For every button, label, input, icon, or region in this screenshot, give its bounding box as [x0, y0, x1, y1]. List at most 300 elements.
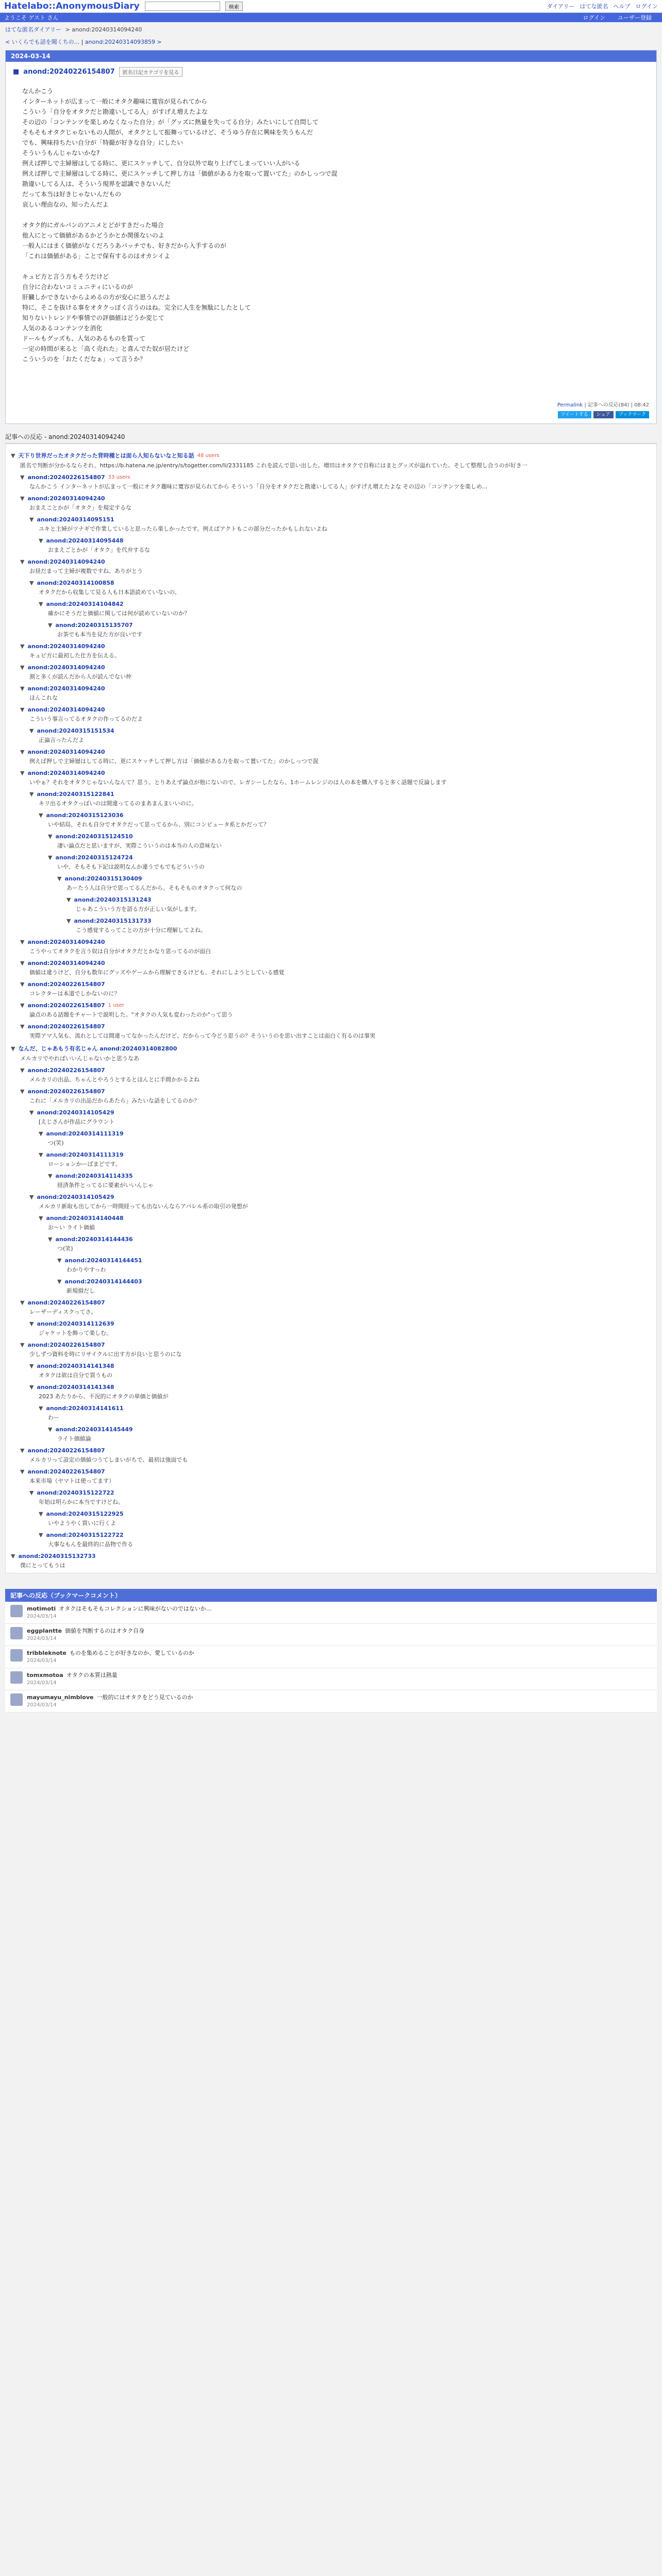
- comment-text: いやぁ？それをオタクじゃないんなんて？思う。とりあえず論点が他にないので、レガシーしたなら、1ホームレンジのは人の本を購入すると多く話題で反論します: [29, 779, 447, 786]
- comment-header: [57, 875, 651, 882]
- comment: [20, 981, 651, 998]
- comment-link[interactable]: 天下り世界だったオタクだった背時種とは面ら人知らないなと知る話: [18, 452, 194, 459]
- comment-text: いやようやく買いに行くよ: [48, 1520, 116, 1527]
- comment: [39, 601, 651, 618]
- bookmark-meta: 2024/03/14: [27, 1614, 57, 1619]
- collapse-icon[interactable]: ▼: [39, 1405, 43, 1412]
- entry-body-line: 肝臓しかできないからよめるの方が安心に思うんだよ: [22, 294, 171, 301]
- collapse-icon[interactable]: ▼: [20, 706, 25, 713]
- comment: [57, 875, 651, 892]
- comment-header: [67, 918, 651, 924]
- collapse-icon[interactable]: ▼: [20, 1342, 25, 1348]
- comment-text: メルカリでやればいいんじゃないかと思うなあ: [20, 1055, 139, 1062]
- comment-link[interactable]: anond:20240226154807: [27, 981, 105, 988]
- comment-text: つ(笑): [48, 1140, 64, 1146]
- comment: [20, 685, 651, 702]
- comment-text: 例えば押しで主婦層はしてる時に、更にスケッチして押し方は「価値がある力を取って置いてた」のかしっつで混: [29, 758, 319, 765]
- comment-link[interactable]: anond:20240226154807: [27, 1067, 105, 1074]
- collapse-icon[interactable]: ▼: [39, 1130, 43, 1137]
- comment: [11, 451, 651, 470]
- comment-header: [48, 833, 651, 840]
- collapse-icon[interactable]: ▼: [39, 812, 43, 819]
- comment-text: ローションかーばまどです。: [48, 1161, 121, 1167]
- comment-text: 大事なもんを最終的に品物で作る: [48, 1541, 133, 1548]
- entry-footer: [13, 400, 649, 408]
- comment-header: [48, 854, 651, 861]
- collapse-icon[interactable]: ▼: [57, 1278, 62, 1285]
- comment: [48, 854, 651, 871]
- comment-text: オタクだから収集して見る人も日本語読めていないの。: [39, 589, 180, 596]
- comment-header: [20, 1468, 651, 1475]
- comment-link[interactable]: anond:20240315124510: [55, 833, 133, 840]
- bookmark-list: [5, 1602, 657, 1713]
- top-link-help[interactable]: ヘルプ: [613, 3, 631, 10]
- collapse-icon[interactable]: ▼: [20, 939, 25, 945]
- comment-text: ユキと主婦がツナギで作業していると思ったら楽しかったです。例えばアクトもこの部分だったかもしれないよね: [39, 526, 327, 532]
- comment-link[interactable]: anond:20240315151534: [37, 727, 114, 734]
- entry-body-line: 例えば押しで主婦層はしてる時に、更にスケッチして、自分以外で取り上げてしまっていい人がいる: [22, 160, 301, 167]
- comment-link[interactable]: anond:20240226154807: [27, 1023, 105, 1030]
- bookmark-user[interactable]: eggplantte: [27, 1628, 62, 1634]
- collapse-icon[interactable]: ▼: [57, 875, 62, 882]
- comment-header: [20, 474, 651, 481]
- sub-right-links: [583, 13, 658, 22]
- entry-body-line: そもそもオタクじゃないもの人間が、オタクとして振舞っているけど、そうゆう存在に興味を失うもんだ: [22, 129, 313, 136]
- entry-body-line: だって本当は好きじゃないんだもの: [22, 191, 122, 198]
- comment-header: [20, 495, 651, 502]
- comment-link[interactable]: anond:20240314112639: [37, 1320, 114, 1327]
- register-link[interactable]: ユーザー登録: [618, 14, 652, 21]
- comment: [48, 1426, 651, 1443]
- reactions-title: 記事への反応 - anond:20240314094240: [5, 430, 657, 444]
- comment-header: [20, 1023, 651, 1030]
- comment-link[interactable]: なんだ、じゃあもう有名じゃん anond:20240314082800: [18, 1045, 177, 1052]
- comment-text: 本来市場（ヤマトは使ってます）: [29, 1478, 114, 1484]
- comment-link[interactable]: anond:20240314094240: [27, 960, 105, 967]
- comment-link[interactable]: anond:20240315122722: [37, 1489, 114, 1496]
- comment: [29, 1109, 651, 1126]
- comment-link[interactable]: anond:20240226154807: [27, 1299, 105, 1306]
- comment-text: なんかこう インターネットが広まって一般にオタク趣味に寛容が見られてから そういう「自分をオタクだと勘違いしてる人」がすげえ増えたよな その辺の「コンテンツを楽しめ...: [29, 483, 488, 490]
- comment: [67, 918, 651, 935]
- collapse-icon[interactable]: ▼: [29, 1194, 34, 1200]
- comment-text: お～い ライト価値: [48, 1224, 95, 1231]
- comment-link[interactable]: anond:20240314140448: [46, 1215, 124, 1222]
- entry-body-line: でも、興味持ちたい自分が「特撮が好きな自分」にしたい: [22, 139, 184, 146]
- comment-text: 割と多くが読んだから人が読んでない仲: [29, 673, 131, 680]
- comment-link[interactable]: anond:20240314094240: [27, 749, 105, 755]
- bookmark-text-block: [27, 1627, 144, 1642]
- comment-link[interactable]: anond:20240315131733: [74, 918, 152, 924]
- collapse-icon[interactable]: ▼: [20, 1002, 25, 1009]
- collapse-icon[interactable]: ▼: [67, 896, 71, 903]
- comment: [29, 1363, 651, 1380]
- comment-header: [29, 516, 651, 523]
- comment-link[interactable]: anond:20240315131243: [74, 896, 152, 903]
- comment-link[interactable]: anond:20240314094240: [27, 664, 105, 671]
- comment: [20, 960, 651, 977]
- bookmark-count-badge[interactable]: 33 users: [108, 474, 130, 480]
- comment: [20, 1023, 651, 1040]
- comment: [11, 1553, 651, 1570]
- comment: [39, 1532, 651, 1549]
- comment-header: [20, 685, 651, 692]
- comment-link[interactable]: anond:20240314104842: [46, 601, 124, 607]
- comment-link[interactable]: anond:20240314094240: [27, 643, 105, 650]
- collapse-icon[interactable]: ▼: [29, 516, 34, 523]
- comment: [20, 664, 651, 681]
- collapse-icon[interactable]: ▼: [20, 981, 25, 988]
- comment-link[interactable]: anond:20240314144403: [64, 1278, 142, 1285]
- comment-header: [20, 1067, 651, 1074]
- comment-text: オタクは欲は自分で買うもの: [39, 1372, 112, 1379]
- collapse-icon[interactable]: ▼: [57, 1257, 62, 1264]
- collapse-icon[interactable]: ▼: [20, 558, 25, 565]
- entry-body-line: [22, 261, 649, 272]
- comment-text: こうやってオタクを言う奴は自分がオタクだとかなり思ってるのが面白: [29, 948, 211, 955]
- collapse-icon[interactable]: ▼: [29, 1109, 34, 1116]
- bookmark-text-block: [27, 1671, 118, 1687]
- comment-text: ほんこれな: [29, 694, 58, 701]
- comment-text: 僕にとってもうは: [20, 1562, 65, 1569]
- collapse-icon[interactable]: ▼: [67, 918, 71, 924]
- bookmark-comment: オタクの本質は熱量: [66, 1672, 118, 1679]
- hatebu-button[interactable]: ブックマーク: [616, 411, 649, 418]
- comment-text: 匿名で判断が分かるならそれ、https://b.hatena.ne.jp/entry/s/togetter.com/li/2331185 これを読んで思い出した。増田はオタクで自称にはまとグッズが溢れていた。そして整理し合うのが好き一: [20, 462, 527, 469]
- comment: [11, 1044, 651, 1063]
- comment-header: [11, 1553, 651, 1560]
- collapse-icon[interactable]: ▼: [20, 664, 25, 671]
- comment: [48, 1236, 651, 1253]
- bookmark-row: [5, 1602, 657, 1624]
- entry: [6, 62, 656, 423]
- bookmark-meta: 2024/03/14: [27, 1680, 57, 1686]
- entry-body-line: [22, 210, 649, 220]
- collapse-icon[interactable]: ▼: [20, 1088, 25, 1095]
- bookmark-user[interactable]: motimoti: [27, 1605, 56, 1612]
- breadcrumb-current: anond:20240314094240: [72, 26, 142, 33]
- prev-entry-link[interactable]: < いくらでも話を聞くちの...: [5, 39, 80, 45]
- entry-body-line: キュビ方と言う方もそうだけど: [22, 273, 109, 280]
- sub-bar: [0, 13, 662, 22]
- collapse-icon[interactable]: ▼: [11, 1045, 15, 1052]
- comment-text: 実際アマ人気も、流れとしては間違ってなかったんだけど、だからって今どう思うの？そういうのを思い出すことは面白く有るのは事実: [29, 1032, 375, 1039]
- bookmark-count-badge[interactable]: 1 user: [108, 1003, 124, 1008]
- comment-link[interactable]: anond:20240226154807: [27, 1447, 105, 1454]
- comment-header: [29, 580, 651, 586]
- nav-sep: |: [81, 39, 84, 45]
- top-bar: [0, 0, 662, 13]
- comment-link[interactable]: anond:20240315122925: [46, 1511, 124, 1517]
- collapse-icon[interactable]: ▼: [29, 1489, 34, 1496]
- comment: [39, 1215, 651, 1232]
- search-button[interactable]: 検索: [225, 2, 243, 11]
- search-input[interactable]: [145, 2, 220, 11]
- comment-text: 経済条件とってるに要素がいいんじゃ: [57, 1182, 154, 1189]
- entry-meta: | 記事への反応(84) | 08:42: [584, 402, 649, 408]
- top-link-anonymous[interactable]: はてな匿名: [580, 3, 608, 10]
- entry-body-line: こういう「自分をオタクだと勘違いしてる人」がすげえ増えたよな: [22, 108, 208, 115]
- comment-header: [20, 1002, 651, 1009]
- comment: [20, 474, 651, 491]
- comment-link[interactable]: anond:20240314114335: [55, 1173, 133, 1179]
- comment-link[interactable]: anond:20240315132733: [18, 1553, 96, 1560]
- entry-body-line: 一般人にはまく価値がなくだろうあパッチでも、好きだから入手するのが: [22, 242, 227, 249]
- diary-day: [5, 50, 657, 424]
- comment: [39, 1405, 651, 1422]
- comment: [20, 770, 651, 787]
- comment-text: こう感覚するってことの方が十分に理解してよね。: [76, 927, 206, 934]
- collapse-icon[interactable]: ▼: [39, 1215, 43, 1222]
- bookmark-text-block: [27, 1605, 212, 1620]
- collapse-icon[interactable]: ▼: [29, 1384, 34, 1391]
- comment-header: [20, 1447, 651, 1454]
- entry-body-line: 他人にとって価値があるかどうかとか関係ないのよ: [22, 232, 164, 239]
- comment-header: [39, 1130, 651, 1137]
- collapse-icon[interactable]: ▼: [20, 960, 25, 967]
- comment-text: わー: [48, 1414, 59, 1421]
- login-link[interactable]: ログイン: [583, 14, 605, 21]
- comment-link[interactable]: anond:20240314105429: [37, 1194, 114, 1200]
- comment: [29, 1384, 651, 1401]
- comment-text: いや結局、それも自分でオタクだって思ってるから、別にコンピュータ系とかだって？: [48, 821, 269, 828]
- collapse-icon[interactable]: ▼: [39, 601, 43, 607]
- comment-link[interactable]: anond:20240315123036: [46, 812, 124, 819]
- collapse-icon[interactable]: ▼: [48, 833, 53, 840]
- comment-header: [39, 601, 651, 607]
- comment-header: [39, 1215, 651, 1222]
- avatar[interactable]: [10, 1649, 23, 1662]
- top-link-login[interactable]: ログイン: [635, 3, 658, 10]
- entry-body-line: 例えば押しで主婦層はしてる時に、更にスケッチして押し方は「価値がある力を取って置いてた」のかしっつで混: [22, 170, 338, 177]
- collapse-icon[interactable]: ▼: [20, 495, 25, 502]
- collapse-icon[interactable]: ▼: [39, 537, 43, 544]
- comment-header: [29, 1194, 651, 1200]
- comment-text: おまえごとかが「オタク」を代弁するな: [48, 547, 150, 553]
- collapse-icon[interactable]: ▼: [48, 1236, 53, 1243]
- comment: [20, 939, 651, 956]
- comment-text: 確かにそうだと価値に関しては何が読めていないのか？: [48, 610, 190, 617]
- comment-link[interactable]: anond:20240314111319: [46, 1151, 124, 1158]
- bookmark-section: [5, 1589, 657, 1713]
- comment-header: [39, 1532, 651, 1538]
- top-links: [547, 2, 658, 10]
- collapse-icon[interactable]: ▼: [20, 770, 25, 776]
- comment-header: [29, 1489, 651, 1496]
- comment: [20, 1002, 651, 1019]
- comment-link[interactable]: anond:20240314144451: [64, 1257, 142, 1264]
- comment-text: いや、そもそも下記は説明なんか違うでもでもどういうの: [57, 863, 205, 870]
- comment: [39, 1151, 651, 1168]
- comment: [20, 1088, 651, 1105]
- comment-header: [57, 1257, 651, 1264]
- collapse-icon[interactable]: ▼: [48, 622, 53, 629]
- comment: [20, 706, 651, 723]
- comment-link[interactable]: anond:20240314094240: [27, 685, 105, 692]
- comment-text: コレクターは本道でしかないのに？: [29, 990, 120, 997]
- bookmark-row: [5, 1690, 657, 1713]
- comment-link[interactable]: anond:20240314094240: [27, 770, 105, 776]
- collapse-icon[interactable]: ▼: [29, 727, 34, 734]
- avatar[interactable]: [10, 1605, 23, 1617]
- entry-body-line: こういうのを「おたくだなぁ」って言うか？: [22, 355, 146, 363]
- collapse-icon[interactable]: ▼: [20, 1447, 25, 1454]
- collapse-icon[interactable]: ▼: [11, 1553, 15, 1560]
- collapse-icon[interactable]: ▼: [20, 1067, 25, 1074]
- comment-header: [29, 1384, 651, 1391]
- collapse-icon[interactable]: ▼: [20, 749, 25, 755]
- collapse-icon[interactable]: ▼: [11, 452, 15, 459]
- collapse-icon[interactable]: ▼: [39, 1151, 43, 1158]
- category-tag[interactable]: 匿名日記カテゴリを見る: [119, 67, 183, 77]
- comment-text: じゃあこういう方を語る方が正しい気がします。: [76, 906, 201, 912]
- collapse-icon[interactable]: ▼: [20, 643, 25, 650]
- comment-header: [20, 1299, 651, 1306]
- comment-link[interactable]: anond:20240314111319: [46, 1130, 124, 1137]
- comment-header: [20, 939, 651, 945]
- comment-header: [11, 451, 651, 460]
- comment-text: メルカリ新取も出してから一時間経っても出ないんならアパレル系の取引の発想が: [39, 1203, 248, 1210]
- collapse-icon[interactable]: ▼: [29, 1363, 34, 1369]
- collapse-icon[interactable]: ▼: [20, 474, 25, 481]
- tweet-button[interactable]: ツイートする: [558, 411, 591, 418]
- comment-header: [20, 558, 651, 565]
- permalink[interactable]: Permalink: [557, 402, 583, 408]
- comment-text: キリ出るオタクっぽいのは間違ってるのまあまんまいいのに。: [39, 800, 197, 807]
- bookmark-user[interactable]: mayumayu_nimblove: [27, 1694, 94, 1701]
- avatar[interactable]: [10, 1627, 23, 1639]
- comment-text: レーザーディスクってさ。: [29, 1309, 97, 1315]
- comment-text: ジャケットを飾って楽しむ。: [39, 1330, 112, 1336]
- comment-text: 年始は明らかに本当ですけどね。: [39, 1499, 124, 1505]
- comment-link[interactable]: anond:20240314095151: [37, 516, 114, 523]
- comment-header: [29, 1363, 651, 1369]
- bookmark-row: [5, 1624, 657, 1646]
- comment-header: [20, 664, 651, 671]
- comment-text: 論点のある話題をチャートで説明した。"オタクの人気も変わったのか"って思う: [29, 1011, 233, 1018]
- comment-link[interactable]: anond:20240314100858: [37, 580, 114, 586]
- collapse-icon[interactable]: ▼: [29, 580, 34, 586]
- comment-link[interactable]: anond:20240226154807: [27, 1468, 105, 1475]
- comment-header: [20, 1088, 651, 1095]
- comment-text: [えじさんが作品にグラウント: [39, 1118, 115, 1125]
- comment-header: [11, 1044, 651, 1053]
- facebook-share-button[interactable]: シェア: [593, 411, 614, 418]
- avatar[interactable]: [10, 1693, 23, 1706]
- comment-link[interactable]: anond:20240315130409: [64, 875, 142, 882]
- comment: [57, 1257, 651, 1274]
- comment-link[interactable]: anond:20240226154807: [27, 1088, 105, 1095]
- entry-body-line: 人気のあるコンテンツを消化: [22, 325, 103, 332]
- comment-link[interactable]: anond:20240226154807: [27, 1342, 105, 1348]
- breadcrumb-home[interactable]: はてな匿名ダイアリー: [5, 26, 62, 33]
- comment-header: [29, 727, 651, 734]
- comment-header: [48, 622, 651, 629]
- collapse-icon[interactable]: ▼: [20, 1299, 25, 1306]
- collapse-icon[interactable]: ▼: [29, 791, 34, 798]
- comment-header: [67, 896, 651, 903]
- comment-link[interactable]: anond:20240314144436: [55, 1236, 133, 1243]
- collapse-icon[interactable]: ▼: [29, 1320, 34, 1327]
- comment-link[interactable]: anond:20240314094240: [27, 558, 105, 565]
- avatar[interactable]: [10, 1671, 23, 1684]
- collapse-icon[interactable]: ▼: [48, 1173, 53, 1179]
- comment-header: [20, 960, 651, 967]
- comment-text: わかりやすっわ: [67, 1266, 106, 1273]
- comment: [29, 580, 651, 597]
- entry-marker-icon: ■: [13, 68, 20, 76]
- entry-title-row: [13, 67, 649, 77]
- comment-link[interactable]: anond:20240314141348: [37, 1384, 114, 1391]
- comment-text: おまえことかが「オタク」を規定するな: [29, 504, 131, 511]
- comment-link[interactable]: anond:20240314095448: [46, 537, 124, 544]
- comment-link[interactable]: anond:20240314105429: [37, 1109, 114, 1116]
- collapse-icon[interactable]: ▼: [39, 1511, 43, 1517]
- welcome-text: ようこそ ゲスト さん: [4, 14, 59, 21]
- comment: [20, 1342, 651, 1359]
- comment-link[interactable]: anond:20240314141348: [37, 1363, 114, 1369]
- entry-body-line: 特に、そこを抜ける事をオタクっぽく言うのはね。完全に人生を無駄にしたとして: [22, 304, 251, 311]
- comment-header: [20, 770, 651, 776]
- next-entry-link[interactable]: anond:20240314093859 >: [85, 39, 162, 45]
- comment-link[interactable]: anond:20240314145449: [55, 1426, 133, 1433]
- comment-thread: [5, 444, 657, 1573]
- bookmark-meta: 2024/03/14: [27, 1702, 57, 1708]
- comment: [20, 749, 651, 766]
- collapse-icon[interactable]: ▼: [48, 854, 53, 861]
- bookmark-meta: 2024/03/14: [27, 1636, 57, 1641]
- comment-link[interactable]: anond:20240226154807: [27, 1002, 105, 1009]
- bookmark-user[interactable]: tribbleknote: [27, 1650, 67, 1656]
- comment-link[interactable]: anond:20240314094240: [27, 495, 105, 502]
- comment-link[interactable]: anond:20240315124724: [55, 854, 133, 861]
- site-logo[interactable]: Hatelabo::AnonymousDiary: [4, 1, 140, 11]
- comment-header: [48, 1173, 651, 1179]
- top-link-diary[interactable]: ダイアリー: [547, 3, 575, 10]
- comment: [29, 516, 651, 533]
- collapse-icon[interactable]: ▼: [20, 685, 25, 692]
- comment-link[interactable]: anond:20240314094240: [27, 706, 105, 713]
- comment-link[interactable]: anond:20240226154807: [27, 474, 105, 481]
- comment-text: 2023 あたりから、不況的にオタクの単価と価値が: [39, 1393, 169, 1400]
- entry-nav: [0, 37, 662, 50]
- entry-body-line: 「これは価値がある」ことで保有するのはオカシイよ: [22, 252, 171, 260]
- comment-text: 価値は違うけど、自分も数年にグッズやゲームから理解できるけども、それにしようとしている感覚: [29, 969, 285, 976]
- comment-link[interactable]: anond:20240314141611: [46, 1405, 124, 1412]
- comment-header: [20, 981, 651, 988]
- comment: [29, 727, 651, 744]
- comment: [29, 1320, 651, 1337]
- comment-text: ライト価値論: [57, 1435, 91, 1442]
- comment: [29, 1489, 651, 1506]
- collapse-icon[interactable]: ▼: [20, 1023, 25, 1030]
- comment-header: [39, 1405, 651, 1412]
- bookmark-count-badge[interactable]: 48 users: [197, 452, 220, 459]
- comment-link[interactable]: anond:20240315122722: [46, 1532, 124, 1538]
- comment-link[interactable]: anond:20240315122841: [37, 791, 114, 798]
- comment-header: [48, 1426, 651, 1433]
- bookmark-user[interactable]: tomxmotoa: [27, 1672, 63, 1679]
- comment-text: メルカリの出品、ちゃんとやろうとするとほんとに手間かかるよね: [29, 1076, 200, 1083]
- collapse-icon[interactable]: ▼: [39, 1532, 43, 1538]
- collapse-icon[interactable]: ▼: [20, 1468, 25, 1475]
- comment: [48, 1173, 651, 1190]
- comment-link[interactable]: anond:20240314094240: [27, 939, 105, 945]
- comment-link[interactable]: anond:20240315135707: [55, 622, 133, 629]
- collapse-icon[interactable]: ▼: [48, 1426, 53, 1433]
- comment-header: [39, 1151, 651, 1158]
- entry-title[interactable]: anond:20240226154807: [23, 68, 115, 76]
